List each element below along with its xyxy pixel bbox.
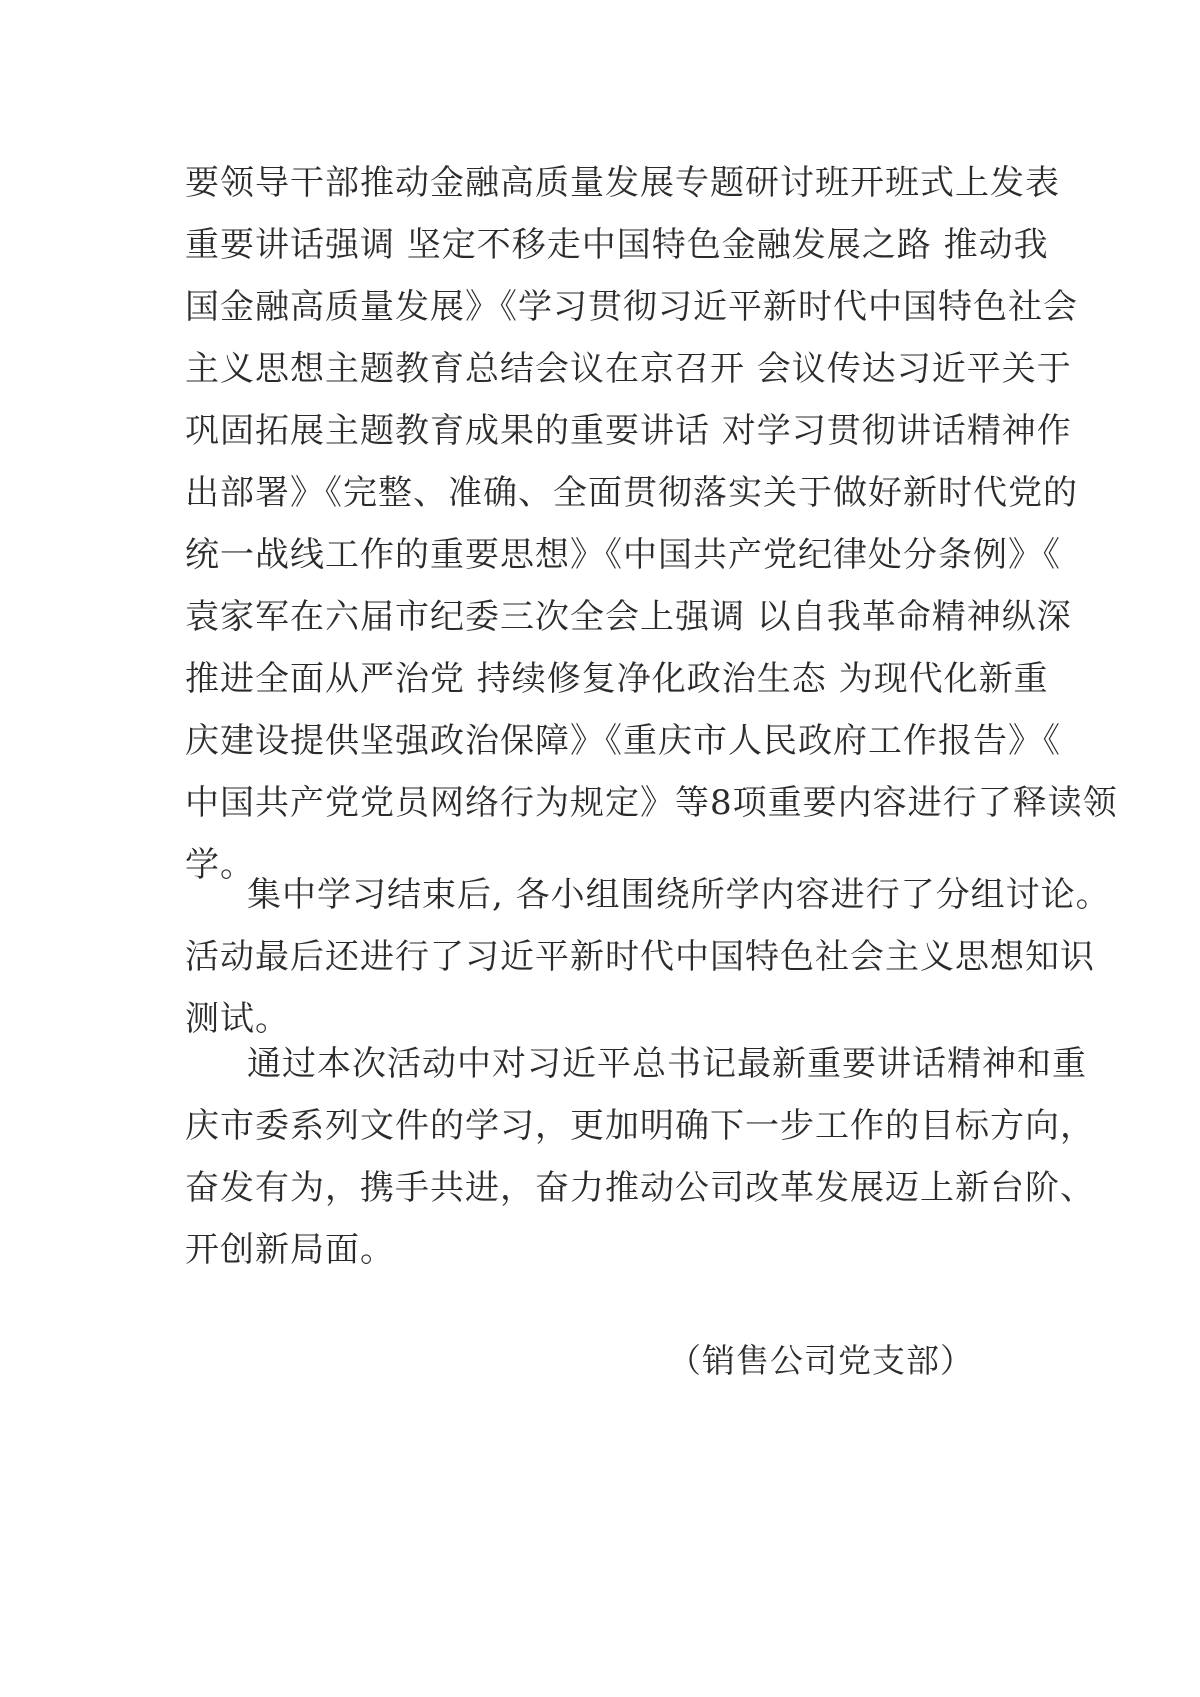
text-line: 巩固拓展主题教育成果的重要讲话 对学习贯彻讲话精神作 [185,411,1072,451]
text-line: 统一战线工作的重要思想》《中国共产党纪律处分条例》《 [185,535,1061,575]
text-line: 重要讲话强调 坚定不移走中国特色金融发展之路 推动我 [185,225,1049,265]
text-line: 推进全面从严治党 持续修复净化政治生态 为现代化新重 [185,659,1049,699]
text-line: 集中学习结束后, 各小组围绕所学内容进行了分组讨论。 [247,875,1111,915]
text-line: 国金融高质量发展》《学习贯彻习近平新时代中国特色社会 [185,287,1078,327]
text-line: 奋发有为，携手共进，奋力推动公司改革发展迈上新台阶、 [185,1168,1095,1208]
text-line: 学。 [185,845,255,885]
text-line: 中国共产党党员网络行为规定》等8项重要内容进行了释读领 [185,783,1118,823]
paragraph-group-discussion [185,864,1111,1050]
signature-department: （销售公司党支部） [668,1341,974,1380]
text-line: 开创新局面。 [185,1230,395,1270]
text-line: 庆建设提供坚强政治保障》《重庆市人民政府工作报告》《 [185,721,1061,761]
text-line: 袁家军在六届市纪委三次全会上强调 以自我革命精神纵深 [185,597,1072,637]
text-line: 主义思想主题教育总结会议在京召开 会议传达习近平关于 [185,349,1072,389]
text-line: 出部署》《完整、准确、全面贯彻落实关于做好新时代党的 [185,473,1078,513]
text-line: 要领导干部推动金融高质量发展专题研讨班开班式上发表 [185,163,1060,203]
text-line: 测试。 [185,999,290,1039]
text-line: 庆市委系列文件的学习，更加明确下一步工作的目标方向， [185,1106,1095,1146]
paragraph-conclusion [185,1033,1095,1281]
text-line: 活动最后还进行了习近平新时代中国特色社会主义思想知识 [185,937,1095,977]
text-line: 通过本次活动中对习近平总书记最新重要讲话精神和重 [247,1044,1087,1084]
